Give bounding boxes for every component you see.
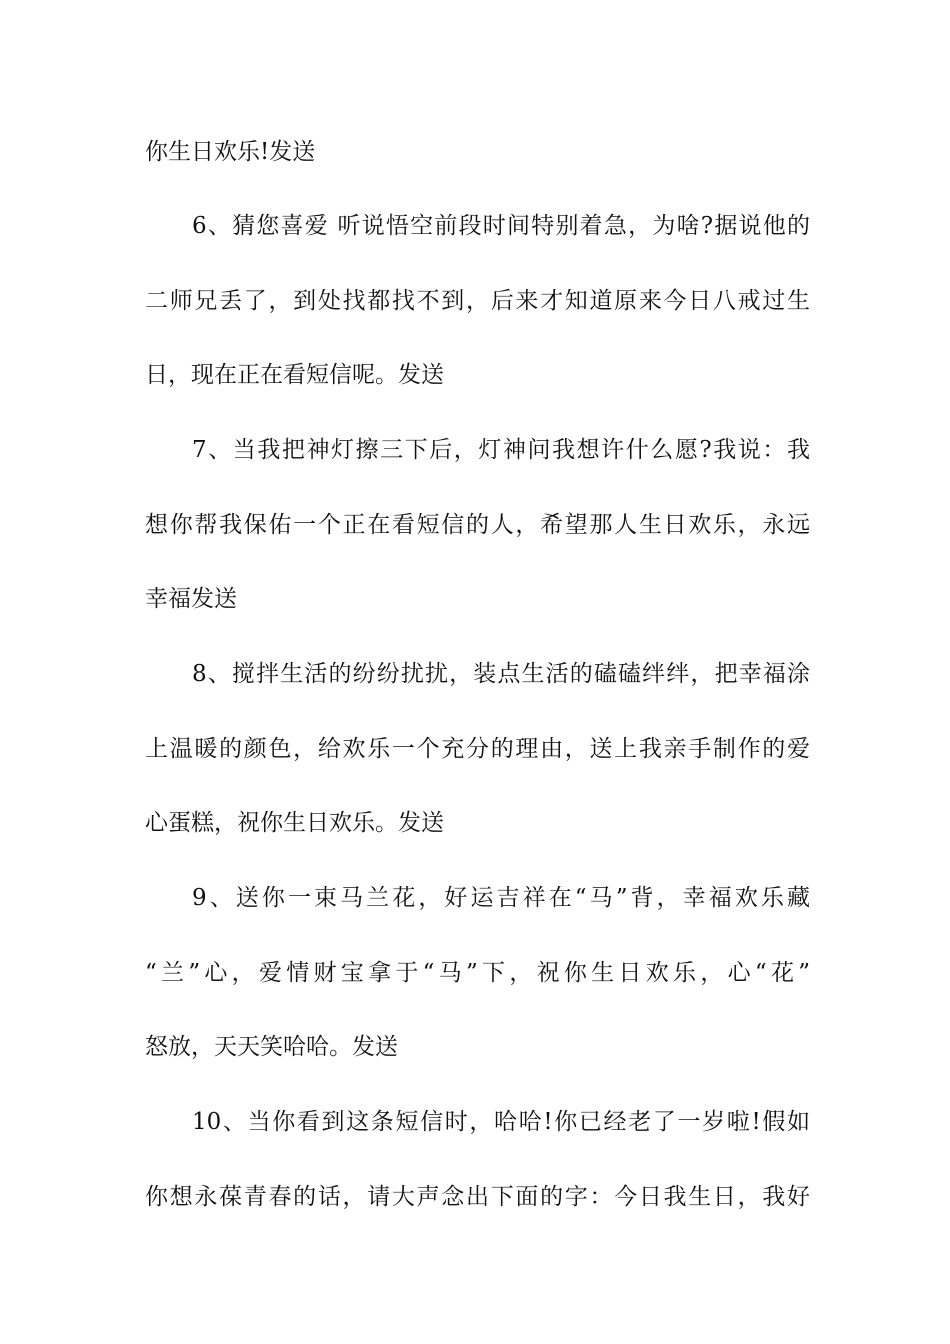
paragraph-10-line-1: 10、当你看到这条短信时，哈哈!你已经老了一岁啦!假如 <box>192 1109 810 1135</box>
paragraph-10-line-2: 你想永葆青春的话，请大声念出下面的字：今日我生日，我好 <box>145 1184 810 1210</box>
paragraph-7-line-3: 幸福发送 <box>145 586 237 612</box>
paragraph-9-line-2: “兰”心，爱情财宝拿于“马”下，祝你生日欢乐，心“花” <box>145 960 810 986</box>
paragraph-9-line-1: 9、送你一束马兰花，好运吉祥在“马”背，幸福欢乐藏 <box>192 885 810 911</box>
paragraph-8-line-2: 上温暖的颜色，给欢乐一个充分的理由，送上我亲手制作的爱 <box>145 736 810 762</box>
paragraph-6-line-1: 6、猜您喜爱 听说悟空前段时间特别着急，为啥?据说他的 <box>192 213 810 239</box>
paragraph-8-line-3: 心蛋糕，祝你生日欢乐。发送 <box>145 810 444 836</box>
paragraph-8-line-1: 8、搅拌生活的纷纷扰扰，装点生活的磕磕绊绊，把幸福涂 <box>192 661 810 687</box>
paragraph-6-line-2: 二师兄丢了，到处找都找不到，后来才知道原来今日八戒过生 <box>145 288 810 314</box>
paragraph-7-line-1: 7、当我把神灯擦三下后，灯神问我想许什么愿?我说：我 <box>192 437 810 463</box>
paragraph-9-line-3: 怒放，天天笑哈哈。发送 <box>145 1034 398 1060</box>
paragraph-6-line-3: 日，现在正在看短信呢。发送 <box>145 362 444 388</box>
paragraph-7-line-2: 想你帮我保佑一个正在看短信的人，希望那人生日欢乐，永远 <box>145 512 810 538</box>
text-line: 你生日欢乐!发送 <box>145 139 316 165</box>
